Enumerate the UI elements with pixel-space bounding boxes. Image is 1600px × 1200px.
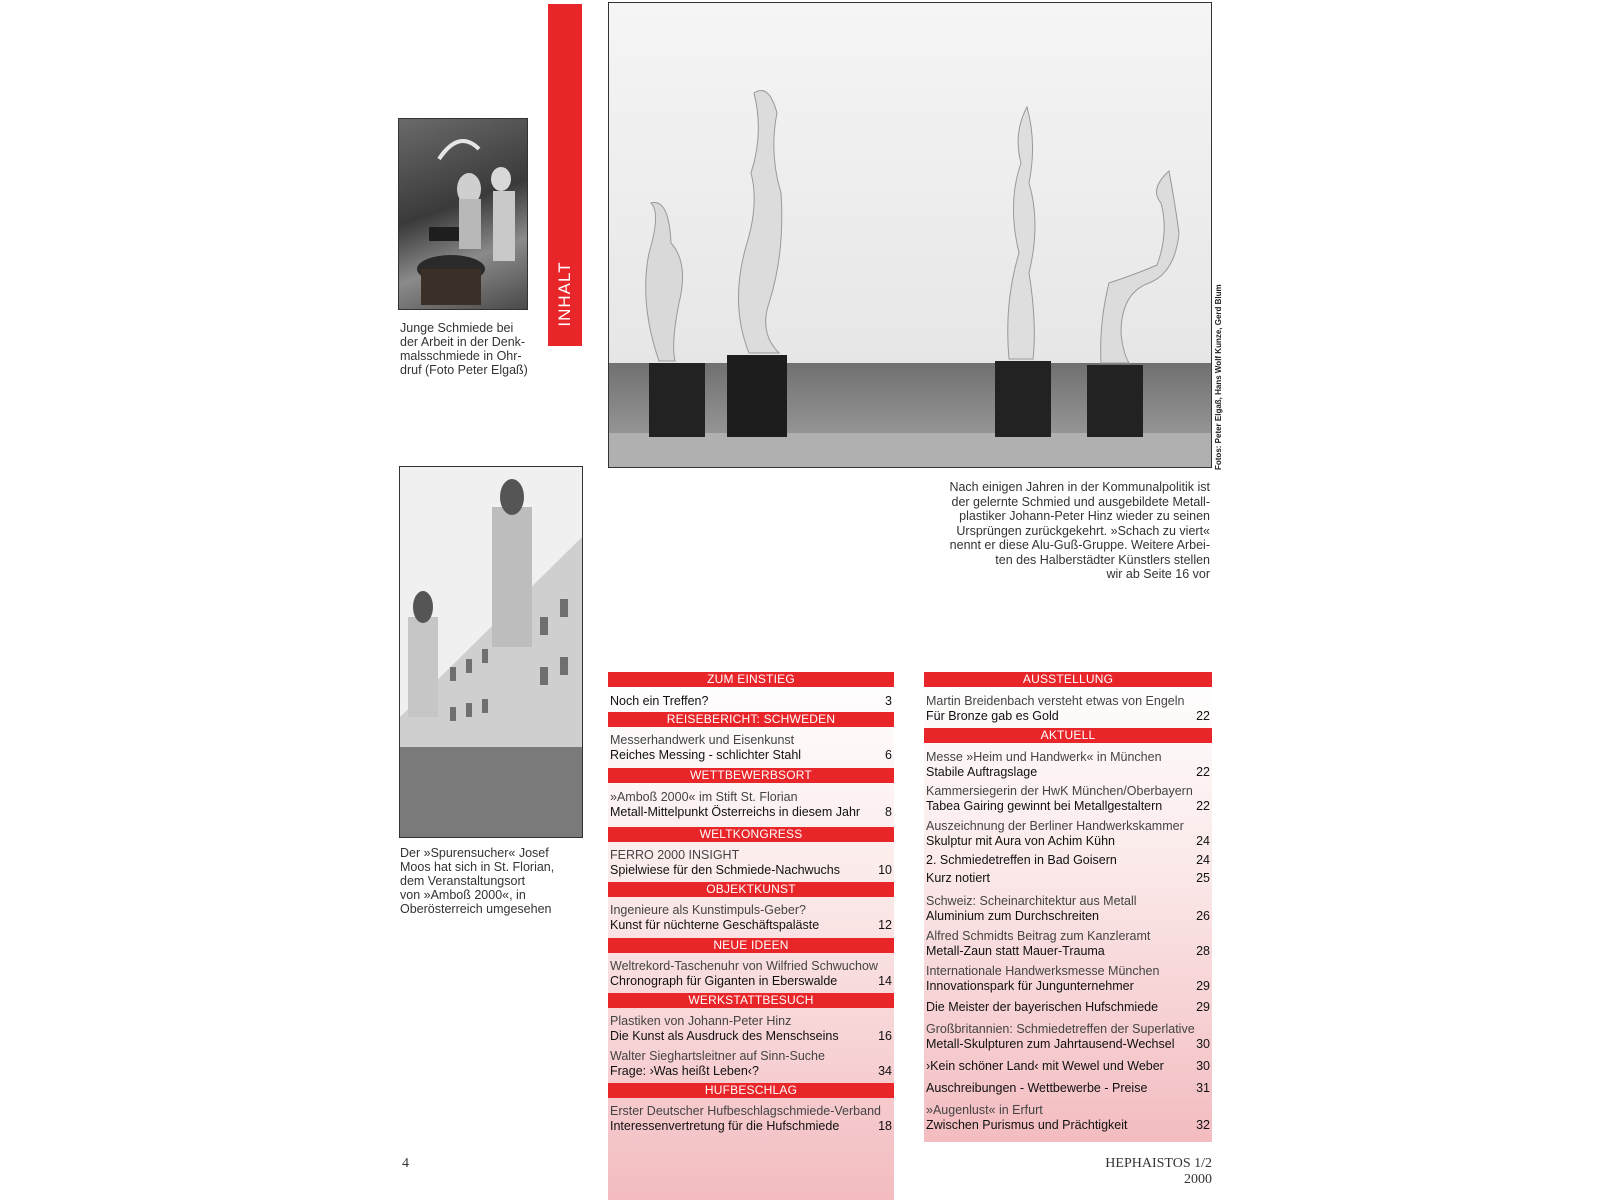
caption-line: Nach einigen Jahren in der Kommunalpolitik ist (949, 480, 1210, 494)
entry-subtitle: Messe »Heim und Handwerk« in München (926, 750, 1162, 764)
caption-line: malsschmiede in Ohr- (400, 349, 522, 363)
toc-entry[interactable] (926, 784, 1210, 813)
entry-title: Reiches Messing - schlichter Stahl (610, 747, 802, 762)
entry-subtitle: Erster Deutscher Hufbeschlagschmiede-Verband (610, 1104, 881, 1118)
entry-page: 16 (878, 1028, 892, 1043)
entry-page: 28 (1196, 943, 1210, 958)
toc-entry[interactable] (926, 750, 1210, 779)
entry-page: 10 (878, 862, 892, 877)
caption-line: Junge Schmiede bei (400, 321, 514, 335)
toc-left-column (608, 672, 894, 1200)
caption-line: der Arbeit in der Denk- (400, 335, 526, 349)
caption-line: nennt er diese Alu-Guß-Gruppe. Weitere Arbei- (949, 538, 1210, 552)
entry-page: 3 (885, 694, 892, 708)
entry-title: Die Kunst als Ausdruck des Menschseins (610, 1028, 839, 1043)
caption-line: Der »Spurensucher« Josef (400, 846, 549, 860)
main-photo-caption (880, 480, 1210, 582)
entry-page: 31 (1196, 1081, 1210, 1095)
entry-subtitle: Auszeichnung der Berliner Handwerkskammer (926, 819, 1184, 833)
entry-subtitle: Ingenieure als Kunstimpuls-Geber? (610, 903, 806, 917)
section-head-neue-ideen: NEUE IDEEN (608, 938, 894, 953)
toc-entry[interactable] (926, 1081, 1210, 1096)
photo-credit: Fotos: Peter Elgaß, Hans Wolf Kunze, Gerd Blum (1214, 284, 1223, 470)
toc-right-column (924, 672, 1212, 1142)
toc-entry[interactable] (610, 903, 892, 932)
photo2-caption (400, 846, 590, 916)
caption-line: Oberösterreich umgesehen (400, 902, 552, 916)
photo-sculptures (608, 2, 1212, 468)
entry-title: Metall-Zaun statt Mauer-Trauma (926, 943, 1105, 958)
entry-page: 25 (1196, 871, 1210, 885)
entry-page: 29 (1196, 1000, 1210, 1014)
photo1-caption (400, 321, 540, 377)
section-head-reisebericht: REISEBERICHT: SCHWEDEN (608, 712, 894, 727)
entry-page: 24 (1196, 833, 1210, 848)
caption-line: Moos hat sich in St. Florian, (400, 860, 555, 874)
section-head-aktuell: AKTUELL (924, 728, 1212, 743)
toc-entry[interactable] (610, 1049, 892, 1078)
toc-entry[interactable] (926, 964, 1210, 993)
entry-page: 34 (878, 1063, 892, 1078)
photo-sculptures-graphic (609, 3, 1211, 467)
entry-page: 30 (1196, 1036, 1210, 1051)
entry-title: Metall-Mittelpunkt Österreichs in diesem Jahr (610, 804, 861, 819)
entry-page: 22 (1196, 708, 1210, 723)
toc-entry[interactable] (926, 819, 1210, 848)
photo-young-smiths (398, 118, 528, 310)
entry-title: Auschreibungen - Wettbewerbe - Preise (926, 1081, 1148, 1095)
entry-page: 22 (1196, 764, 1210, 779)
photo-young-smiths-graphic (399, 119, 527, 309)
photo-monastery (399, 466, 583, 838)
entry-page: 8 (885, 804, 892, 819)
entry-page: 24 (1196, 853, 1210, 867)
entry-title: Frage: ›Was heißt Leben‹? (610, 1063, 759, 1078)
entry-subtitle: Kammersiegerin der HwK München/Oberbayern (926, 784, 1193, 798)
entry-page: 12 (878, 917, 892, 932)
entry-page: 32 (1196, 1117, 1210, 1132)
inhalt-label: INHALT (555, 261, 574, 327)
entry-title: Noch ein Treffen? (610, 694, 709, 708)
toc-entry[interactable] (926, 871, 1210, 886)
inhalt-bar (548, 4, 582, 346)
entry-subtitle: Weltrekord-Taschenuhr von Wilfried Schwuchow (610, 959, 878, 973)
toc-entry[interactable] (926, 853, 1210, 868)
entry-title: Interessenvertretung für die Hufschmiede (610, 1118, 840, 1133)
entry-subtitle: »Augenlust« in Erfurt (926, 1103, 1043, 1117)
toc-entry[interactable] (926, 1059, 1210, 1074)
toc-entry[interactable] (926, 1103, 1210, 1132)
entry-title: Aluminium zum Durchschreiten (926, 908, 1099, 923)
caption-line: plastiker Johann-Peter Hinz wieder zu seinen (959, 509, 1210, 523)
entry-subtitle: Martin Breidenbach versteht etwas von Engeln (926, 694, 1185, 708)
entry-subtitle: Alfred Schmidts Beitrag zum Kanzleramt (926, 929, 1151, 943)
entry-page: 6 (885, 747, 892, 762)
entry-title: Chronograph für Giganten in Eberswalde (610, 973, 838, 988)
entry-title: Zwischen Purismus und Prächtigkeit (926, 1117, 1128, 1132)
photo-monastery-graphic (400, 467, 582, 837)
entry-title: Spielwiese für den Schmiede-Nachwuchs (610, 862, 840, 877)
section-head-ausstellung: AUSSTELLUNG (924, 672, 1212, 687)
entry-title: Kurz notiert (926, 871, 990, 885)
caption-line: druf (Foto Peter Elgaß) (400, 363, 528, 377)
section-head-weltkongress: WELTKONGRESS (608, 827, 894, 842)
toc-entry[interactable] (926, 1022, 1210, 1051)
entry-subtitle: Schweiz: Scheinarchitektur aus Metall (926, 894, 1137, 908)
entry-subtitle: »Amboß 2000« im Stift St. Florian (610, 790, 798, 804)
magazine-issue: HEPHAISTOS 1/2 2000 (1105, 1156, 1212, 1187)
entry-title: Kunst für nüchterne Geschäftspaläste (610, 917, 820, 932)
entry-title: Skulptur mit Aura von Achim Kühn (926, 833, 1115, 848)
toc-entry[interactable] (610, 1014, 892, 1043)
page-number: 4 (402, 1156, 409, 1171)
entry-page: 22 (1196, 798, 1210, 813)
section-head-werkstattbesuch: WERKSTATTBESUCH (608, 993, 894, 1008)
caption-line: ten des Halberstädter Künstlers stellen (995, 552, 1210, 567)
section-head-zum-einstieg: ZUM EINSTIEG (608, 672, 894, 687)
entry-page: 18 (878, 1118, 892, 1133)
entry-subtitle: FERRO 2000 INSIGHT (610, 848, 740, 862)
entry-page: 29 (1196, 978, 1210, 993)
toc-entry[interactable] (926, 694, 1210, 723)
entry-subtitle: Plastiken von Johann-Peter Hinz (610, 1014, 792, 1028)
section-head-objektkunst: OBJEKTKUNST (608, 882, 894, 897)
entry-page: 14 (878, 973, 892, 988)
entry-subtitle: Walter Sieghartsleitner auf Sinn-Suche (610, 1049, 825, 1063)
section-head-wettbewerbsort: WETTBEWERBSORT (608, 768, 894, 783)
toc-entry[interactable] (610, 694, 892, 709)
toc-entry[interactable] (610, 848, 892, 877)
entry-title: ›Kein schöner Land‹ mit Wewel und Weber (926, 1059, 1164, 1073)
entry-subtitle: Messerhandwerk und Eisenkunst (610, 733, 795, 747)
entry-title: Metall-Skulpturen zum Jahrtausend-Wechsel (926, 1036, 1175, 1051)
caption-line: der gelernte Schmied und ausgebildete Metall- (951, 494, 1210, 509)
entry-title: Innovationspark für Jungunternehmer (926, 978, 1134, 993)
entry-title: Für Bronze gab es Gold (926, 708, 1059, 723)
toc-entry[interactable] (926, 929, 1210, 958)
toc-entry[interactable] (926, 1000, 1210, 1015)
entry-page: 26 (1196, 908, 1210, 923)
caption-line: von »Amboß 2000«, in (400, 888, 526, 902)
entry-subtitle: Internationale Handwerksmesse München (926, 964, 1160, 978)
caption-line: Ursprüngen zurückgekehrt. »Schach zu viert« (956, 523, 1210, 538)
toc-entry[interactable] (926, 894, 1210, 923)
entry-title: Tabea Gairing gewinnt bei Metallgestaltern (926, 798, 1163, 813)
toc-entry[interactable] (610, 733, 892, 762)
entry-title: 2. Schmiedetreffen in Bad Goisern (926, 853, 1117, 867)
toc-entry[interactable] (610, 790, 892, 819)
toc-entry[interactable] (610, 959, 892, 988)
entry-subtitle: Großbritannien: Schmiedetreffen der Superlative (926, 1022, 1195, 1036)
caption-line: wir ab Seite 16 vor (1106, 567, 1210, 581)
entry-title: Die Meister der bayerischen Hufschmiede (926, 1000, 1159, 1014)
section-head-hufbeschlag: HUFBESCHLAG (608, 1083, 894, 1098)
caption-line: dem Veranstaltungsort (400, 874, 526, 888)
entry-page: 30 (1196, 1059, 1210, 1073)
entry-title: Stabile Auftragslage (926, 764, 1038, 779)
toc-entry[interactable] (610, 1104, 892, 1133)
